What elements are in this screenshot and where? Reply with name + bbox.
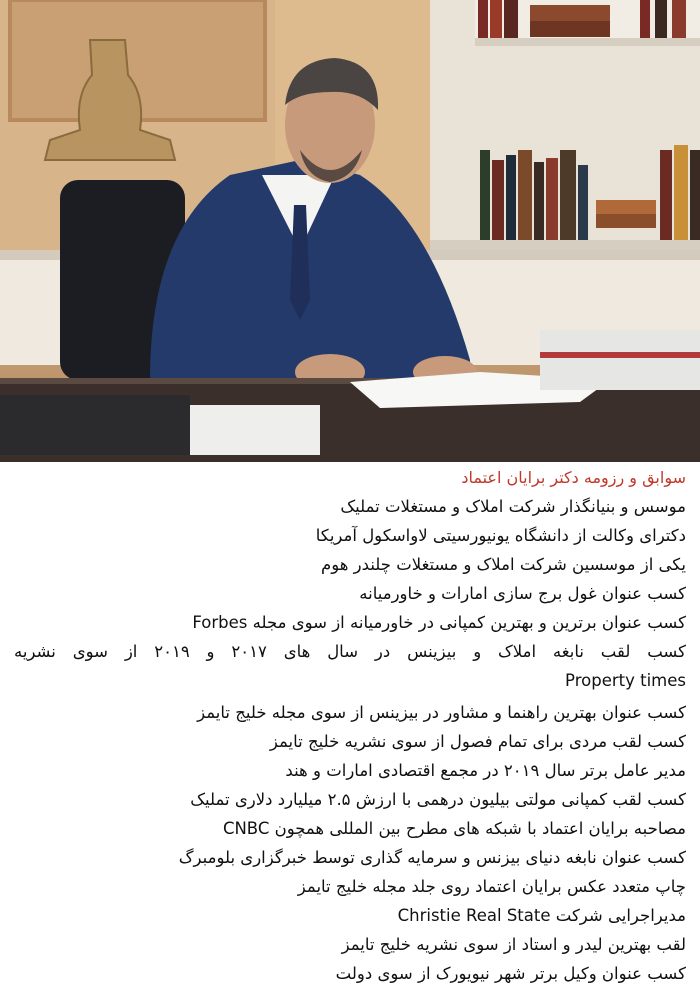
section-title: سوابق و رزومه دکتر برایان اعتماد: [461, 468, 686, 487]
resume-item: مدیر عامل برتر سال ۲۰۱۹ در مجمع اقتصادی امارات و هند: [285, 761, 686, 780]
resume-item: کسب عنوان نابغه دنیای بیزنس و سرمایه گذاری توسط خبرگزاری بلومبرگ: [178, 848, 686, 867]
portrait-photo: [0, 0, 700, 462]
resume-item: کسب عنوان غول برج سازی امارات و خاورمیانه: [359, 584, 686, 603]
resume-item: کسب عنوان وکیل برتر شهر نیویورک از سوی دولت: [335, 964, 686, 983]
resume-item: یکی از موسسین شرکت املاک و مستغلات چلندر هوم: [321, 555, 686, 574]
resume-item: چاپ متعدد عکس برایان اعتماد روی جلد مجله خلیج تایمز: [297, 877, 686, 896]
resume-section: [0, 462, 700, 998]
resume-item: دکترای وکالت از دانشگاه یونیورسیتی لاواسکول آمریکا: [315, 526, 686, 545]
resume-item: Property times: [565, 671, 686, 690]
office-scene-illustration: [0, 0, 700, 462]
resume-item: کسب لقب کمپانی مولتی بیلیون درهمی با ارزش ۲.۵ میلیارد دلاری تملیک: [190, 790, 686, 809]
resume-item: کسب عنوان بهترین راهنما و مشاور در بیزینس از سوی مجله خلیج تایمز: [197, 703, 686, 722]
resume-item: مصاحبه برایان اعتماد با شبکه های مطرح بین المللی همچون CNBC: [222, 819, 686, 838]
resume-item: لقب بهترین لیدر و استاد از سوی نشریه خلیج تایمز: [341, 935, 686, 954]
resume-item: مدیراجرایی شرکت Christie Real State: [397, 906, 686, 925]
resume-item: موسس و بنیانگذار شرکت املاک و مستغلات تملیک: [340, 497, 686, 516]
resume-item: کسب لقب نابغه املاک و بیزینس در سال های ۲۰۱۷ و ۲۰۱۹ از سوی نشریه: [14, 642, 686, 661]
resume-item: کسب لقب مردی برای تمام فصول از سوی نشریه خلیج تایمز: [269, 732, 686, 751]
resume-item: کسب عنوان برترین و بهترین کمپانی در خاورمیانه از سوی مجله Forbes: [192, 613, 686, 632]
